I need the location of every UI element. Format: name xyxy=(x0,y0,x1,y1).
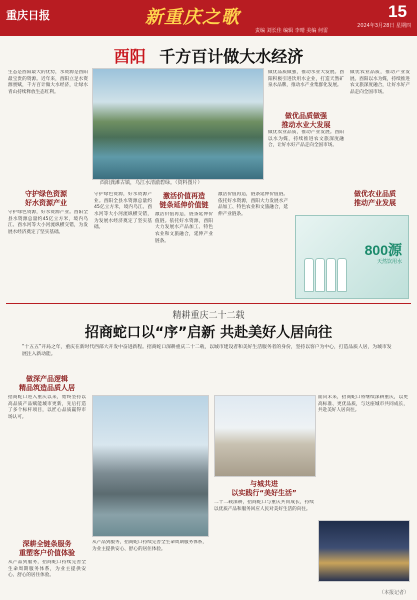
article-column xyxy=(94,192,152,300)
headline-place: 酉阳 xyxy=(113,47,146,66)
article-column xyxy=(350,70,410,210)
paper-name: 重庆日报 xyxy=(6,9,50,22)
footer-credit: （本报记者） xyxy=(378,590,409,596)
river-photo xyxy=(92,68,264,180)
article-column xyxy=(8,210,88,300)
subhead: 守护绿色资源 好水资源产业 xyxy=(25,190,67,207)
article-column xyxy=(218,192,288,300)
article-column xyxy=(155,212,213,300)
page-number: 15 xyxy=(388,2,407,21)
subhead: 与城共进 以实践行“美好生活” xyxy=(231,480,297,497)
paragraph: 激活价值再造，链条延伸价值链。依托好水资源，酉阳大力发展水产品加工、特色农业和文旅融合，延伸产业链条。 xyxy=(218,192,288,217)
paragraph: 激活价值再造，链条延伸价值链。依托好水资源，酉阳大力发展水产品加工、特色农业和文旅融合，延伸产业链条。 xyxy=(155,212,213,244)
paragraph: 做优农业品质，推动产业发展。酉阳以水为媒，持续推进农文旅深度融合，让好水好产品走向全国市场。 xyxy=(268,130,344,149)
article-column xyxy=(8,395,86,535)
subhead: 做优品质做强 推动水业大发展 xyxy=(281,112,331,129)
article-column xyxy=(92,540,207,596)
ad-slogan: 天然饮用水 xyxy=(376,259,402,265)
paragraph: 做优品质做强，推动水业大发展。酉阳积极引进饮用水企业，打造天然矿泉水品牌，推动水产业集群化发展。 xyxy=(268,70,344,89)
section-banner: 新重庆之歌 xyxy=(145,7,240,28)
building-photo xyxy=(214,395,316,477)
subhead: 激活价值再造 链条延伸价值链 xyxy=(159,192,209,209)
paragraph: 二十二载深耕，招商蛇口与重庆共同成长，持续以优质产品和服务回应人民对美好生活的向往。 xyxy=(214,500,314,512)
paragraph: 守护绿色资源，好水资源产业。酉阳全县水资源总量约45亿立方米，境内乌江、酉水河等大小河流纵横交错，为发展水经济奠定了坚实基础。 xyxy=(94,192,152,231)
article-column xyxy=(214,500,314,596)
series-title: 精耕重庆二十二载 xyxy=(172,311,245,321)
paragraph: 从产品到服务，招商蛇口持续完善全生命周期服务体系，为业主提供安心、舒心的居住体验。 xyxy=(8,560,86,579)
bottle-icon xyxy=(315,258,325,292)
section-divider xyxy=(6,303,411,304)
masthead xyxy=(0,0,417,36)
paragraph: 守护绿色资源，好水资源产业。酉阳全县水资源总量约45亿立方米，境内乌江、酉水河等大小河流纵横交错，为发展水经济奠定了坚实基础。 xyxy=(8,210,88,235)
subhead: 做优农业品质 推动产业发展 xyxy=(354,190,396,207)
paragraph: 从产品到服务，招商蛇口持续完善全生命周期服务体系，为业主提供安心、舒心的居住体验。 xyxy=(92,540,207,552)
article-column xyxy=(8,560,86,596)
paragraph: 做优农业品质，推动产业发展。酉阳以水为媒，持续推进农文旅深度融合，让好水好产品走向全国市场。 xyxy=(350,70,410,95)
subhead: 深耕全链条服务 重塑客户价值体验 xyxy=(19,540,75,557)
article-column xyxy=(268,70,344,110)
bottle-icon xyxy=(304,258,314,292)
ad-brand: 800源 xyxy=(364,242,402,258)
photo-caption: 酉阳龚滩古镇，乌江水清澈碧绿。（资料图片） xyxy=(100,180,203,186)
date-line: 2024年3月28日 星期四 xyxy=(357,23,411,29)
city-photo xyxy=(92,395,209,537)
article-column xyxy=(318,395,408,515)
paragraph: 生态是酉阳最大的优势，水资源是酉阳最宝贵的资源。近年来，酉阳立足水资源禀赋，千方百计做大水经济，让绿水青山持续释放生态红利。 xyxy=(8,70,88,95)
top-headline xyxy=(0,44,417,67)
editor-meta: 责编 刘长佳 编辑 李晴 美编 何雷 xyxy=(255,28,328,34)
subhead: 做深产品逻辑 精品筑造品质人居 xyxy=(19,375,75,392)
headline-text: 千方百计做大水经济 xyxy=(159,47,304,66)
bottom-headline: 招商蛇口以“序”启新 共赴美好人居向往 xyxy=(84,325,333,341)
article-column xyxy=(8,70,88,175)
bottle-icon xyxy=(326,258,336,292)
water-advertisement xyxy=(295,215,409,299)
lead-paragraph: “十五五”开局之年，重庆在新时代西部大开发中奋进新程。招商蛇口深耕重庆二十二载，以城市建设者和美好生活服务者的身份，坚持以客户为中心，打造品质人居，为城市发展注入新动能。 xyxy=(22,345,392,358)
night-building-photo xyxy=(318,520,410,582)
bottle-icon xyxy=(337,258,347,292)
paragraph: 招商蛇口进入重庆以来，始终坚持以高品质产品赋能城市更新，先后打造了多个标杆项目，以匠心品质赢得市场认可。 xyxy=(8,395,86,420)
paragraph: 面向未来，招商蛇口将继续深耕重庆，以更高标准、更优品质，与这座城市共同成长，共赴美好人居向往。 xyxy=(318,395,408,414)
